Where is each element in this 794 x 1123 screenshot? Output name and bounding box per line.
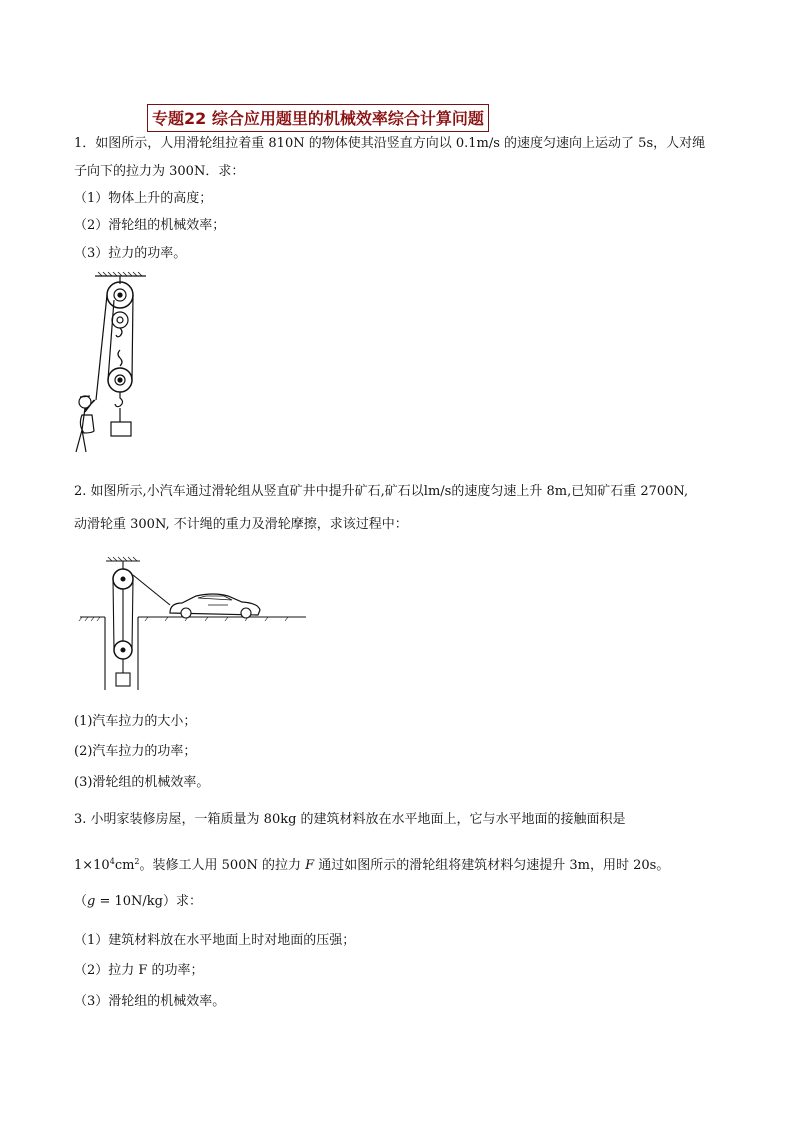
q3-sub1: （1）建筑材料放在水平地面上时对地面的压强； (74, 933, 356, 948)
mine-car-figure (78, 555, 308, 695)
q3-area-exp: 4 (109, 857, 115, 866)
q3-line3-open: （ (74, 894, 88, 909)
q3-sub3: （3）滑轮组的机械效率。 (74, 994, 226, 1009)
q3-area-unit: cm (114, 858, 135, 873)
q1-sub3: （3）拉力的功率。 (74, 246, 187, 261)
q3-area-coef: 1×10 (74, 858, 110, 873)
q2-sub1: (1)汽车拉力的大小； (74, 714, 197, 729)
q3-line3 (74, 893, 202, 911)
q1-sub1: （1）物体上升的高度； (74, 191, 213, 206)
q3-line2-rest: 通过如图所示的滑轮组将建筑材料匀速提升 3m，用时 20s。 (314, 858, 670, 873)
q1-sub2: （2）滑轮组的机械效率； (74, 218, 226, 233)
q2-line2: 动滑轮重 300N, 不计绳的重力及滑轮摩擦，求该过程中： (74, 517, 408, 532)
q2-sub3: (3)滑轮组的机械效率。 (74, 775, 210, 790)
q3-force-symbol: F (305, 858, 315, 873)
q3-line2-text: 。装修工人用 500N 的拉力 (139, 858, 306, 873)
q3-line2 (74, 853, 669, 875)
pulley-person-figure (70, 270, 160, 470)
page-title: 专题22 综合应用题里的机械效率综合计算问题 (147, 104, 489, 132)
q2-line1: 2. 如图所示,小汽车通过滑轮组从竖直矿井中提升矿石,矿石以lm/s的速度匀速上升 8m,已知矿石重 2700N, (74, 484, 689, 499)
q3-area-unit-exp: 2 (134, 857, 140, 866)
q3-line1: 3. 小明家装修房屋，一箱质量为 80kg 的建筑材料放在水平地面上，它与水平地面的接触面积是 (74, 812, 626, 827)
q1-line2: 子向下的拉力为 300N．求： (74, 164, 245, 179)
q3-g-symbol: g (87, 894, 96, 909)
q2-sub2: (2)汽车拉力的功率； (74, 744, 197, 759)
q3-sub2: （2）拉力 F 的功率； (74, 963, 204, 978)
q1-line1: 1．如图所示，人用滑轮组拉着重 810N 的物体使其沿竖直方向以 0.1m/s 的速度匀速向上运动了 5s，人对绳 (74, 136, 706, 151)
q3-line3-rest: = 10N/kg）求： (95, 894, 202, 909)
